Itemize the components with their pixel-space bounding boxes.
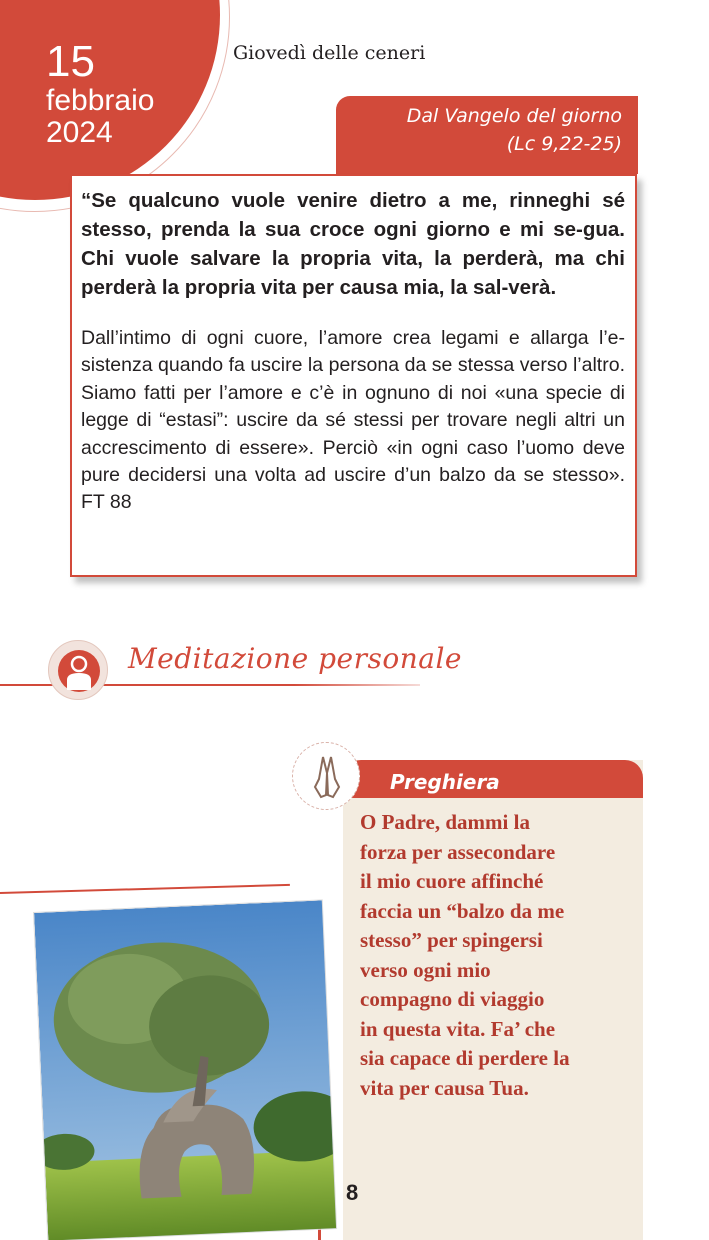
gospel-commentary: Dall’intimo di ogni cuore, l’amore crea legami e allarga l’e-sistenza quando fa uscire la persona da se stessa verso l’altro. Siamo fatti per l’amore e c’è in ognuno di noi «una specie di legge di “estasi”: uscire da sé stessi per trovare negli altri un accrescimento di essere». Perciò «in ogni caso l’uomo deve pure decidersi una volta ad uscire d’un balzo da se stesso». FT 88	[81, 327, 625, 514]
page-number: 8	[346, 1180, 359, 1205]
date-month: febbraio	[46, 84, 155, 117]
date-year: 2024	[46, 116, 113, 149]
prayer-line: compagno di viaggio	[360, 987, 545, 1011]
gospel-reference: (Lc 9,22-25)	[506, 133, 622, 155]
olive-tree-photo	[33, 899, 337, 1240]
prayer-text	[360, 808, 630, 1103]
photo-frame-line-top	[0, 884, 290, 894]
prayer-line: O Padre, dammi la	[360, 810, 530, 834]
prayer-line: vita per causa Tua.	[360, 1075, 529, 1100]
prayer-line: verso ogni mio	[360, 957, 491, 982]
prayer-line: stesso” per spingersi	[360, 928, 543, 952]
prayer-line: in questa vita. Fa’ che	[360, 1016, 556, 1041]
prayer-line: sia capace di perdere la	[360, 1046, 570, 1070]
date-day: 15	[46, 37, 95, 86]
meditation-badge	[48, 640, 108, 700]
praying-hands-icon	[292, 742, 360, 810]
prayer-title: Preghiera	[390, 770, 500, 794]
prayer-line: il mio cuore affinché	[360, 869, 544, 893]
meditation-title: Meditazione personale	[128, 642, 462, 675]
gospel-heading-line1: Dal Vangelo del giorno	[406, 105, 622, 127]
day-title: Giovedì delle ceneri	[233, 42, 426, 64]
gospel-box	[70, 174, 637, 577]
person-icon	[58, 650, 100, 692]
prayer-line: faccia un “balzo da me	[360, 898, 565, 923]
gospel-heading	[336, 96, 638, 174]
date-block	[46, 37, 155, 149]
gospel-quote: “Se qualcuno vuole venire dietro a me, rinneghi sé stesso, prenda la sua croce ogni giorno e mi se-gua. Chi vuole salvare la propria vita, la perderà, ma chi perderà la propria vita per causa mia, la sal-verà.	[81, 189, 625, 299]
prayer-line: forza per assecondare	[360, 839, 556, 864]
